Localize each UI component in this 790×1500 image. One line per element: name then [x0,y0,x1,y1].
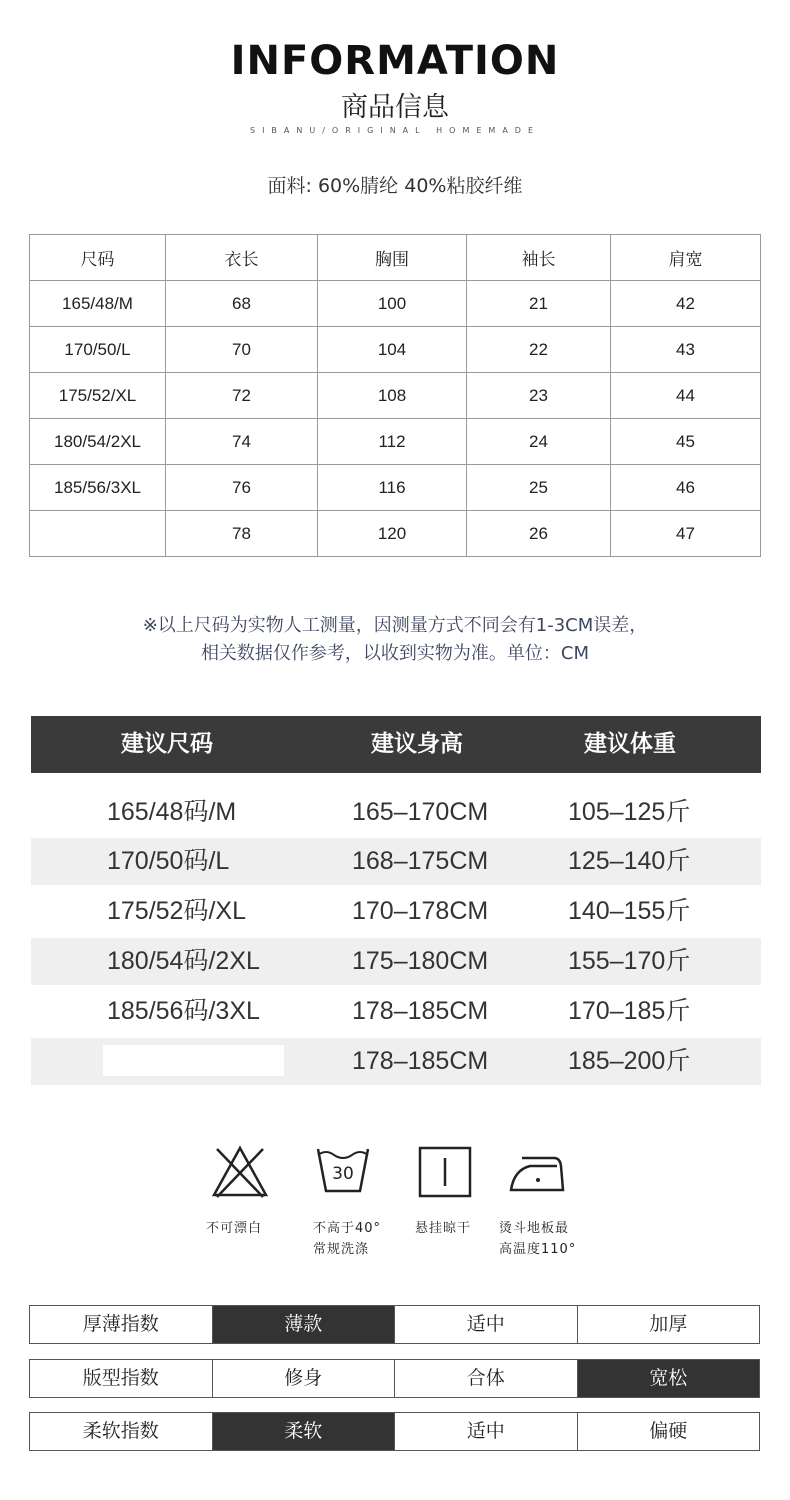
recommend-row [31,988,761,1035]
table-header-cell: 衣长 [166,235,318,281]
recommend-weight: 105–125斤 [568,798,691,826]
recommend-header-size: 建议尺码 [121,731,213,757]
recommend-height: 178–185CM [352,997,489,1025]
table-cell: 24 [467,419,611,465]
recommend-row [31,1038,761,1085]
thickness-index-row [29,1305,760,1344]
care-label-line: 不高于40° [313,1221,382,1236]
care-label-line: 常规洗涤 [313,1242,370,1257]
iron-low-icon [508,1150,566,1194]
table-row [30,281,761,327]
hang-dry-icon [418,1146,472,1198]
wash-temperature-label: 30 [332,1164,354,1184]
recommend-weight: 185–200斤 [568,1047,691,1075]
recommend-size: 165/48码/M [107,798,237,826]
recommend-row [31,888,761,935]
title-english: INFORMATION [230,38,560,84]
care-label-line: 高温度110° [499,1242,577,1257]
care-label [313,1218,381,1260]
size-table [29,234,761,557]
table-cell: 76 [166,465,318,511]
index-label: 厚薄指数 [82,1313,159,1335]
table-row [30,327,761,373]
fabric-composition: 面料: 60%腈纶 40%粘胶纤维 [267,175,523,197]
table-cell: 46 [611,465,761,511]
recommend-weight: 155–170斤 [568,947,691,975]
table-cell: 42 [611,281,761,327]
table-cell: 22 [467,327,611,373]
recommend-height: 165–170CM [352,798,489,826]
index-option: 柔软 [212,1413,395,1450]
table-row [30,419,761,465]
table-cell: 43 [611,327,761,373]
recommend-row [31,789,761,836]
table-cell: 175/52/XL [30,373,166,419]
table-cell: 68 [166,281,318,327]
index-option: 薄款 [212,1306,395,1343]
brand-subline: SIBANU/ORIGINAL HOMEMADE [249,126,541,135]
index-option: 偏硬 [577,1413,760,1450]
table-row [30,373,761,419]
table-header-cell: 胸围 [318,235,467,281]
index-option: 加厚 [577,1306,760,1343]
table-cell: 100 [318,281,467,327]
blank-size-box [103,1045,284,1076]
measurement-note-line1: ※以上尺码为实物人工测量，因测量方式不同会有1-3CM误差， [142,615,648,636]
care-label-line: 烫斗地板最 [499,1221,570,1236]
table-cell: 185/56/3XL [30,465,166,511]
no-bleach-icon [211,1145,269,1199]
table-cell: 108 [318,373,467,419]
table-cell: 21 [467,281,611,327]
recommend-height: 175–180CM [352,947,489,975]
table-cell: 180/54/2XL [30,419,166,465]
table-header-cell: 尺码 [30,235,166,281]
recommend-row [31,938,761,985]
table-cell: 47 [611,511,761,557]
recommend-height: 178–185CM [352,1047,489,1075]
recommend-size: 185/56码/3XL [107,997,260,1025]
table-cell: 44 [611,373,761,419]
table-cell: 23 [467,373,611,419]
care-label [415,1218,471,1239]
recommend-weight: 125–140斤 [568,847,691,875]
index-option: 适中 [394,1413,577,1450]
table-cell: 116 [318,465,467,511]
recommend-weight: 170–185斤 [568,997,691,1025]
index-option: 宽松 [577,1360,760,1397]
table-cell: 26 [467,511,611,557]
table-cell: 25 [467,465,611,511]
wash-30-icon [316,1145,370,1195]
table-cell: 70 [166,327,318,373]
index-option: 适中 [394,1306,577,1343]
table-cell: 74 [166,419,318,465]
table-cell: 165/48/M [30,281,166,327]
recommend-size: 175/52码/XL [107,897,246,925]
table-row [30,465,761,511]
softness-index-row [29,1412,760,1451]
care-label-line: 不可漂白 [206,1221,263,1236]
table-cell: 170/50/L [30,327,166,373]
table-cell: 104 [318,327,467,373]
table-cell: 72 [166,373,318,419]
recommend-height: 170–178CM [352,897,489,925]
recommend-header-height: 建议身高 [371,731,463,757]
table-header-cell: 袖长 [467,235,611,281]
table-cell: 45 [611,419,761,465]
table-header-row [30,235,761,281]
care-label [206,1218,262,1239]
recommend-size: 180/54码/2XL [107,947,260,975]
recommend-header [31,716,761,773]
index-label: 版型指数 [82,1367,159,1389]
table-header-cell: 肩宽 [611,235,761,281]
index-label: 柔软指数 [82,1420,159,1442]
title-chinese: 商品信息 [341,92,449,123]
care-label [499,1218,576,1260]
recommend-row [31,838,761,885]
recommend-weight: 140–155斤 [568,897,691,925]
recommend-header-weight: 建议体重 [584,731,676,757]
index-option: 合体 [394,1360,577,1397]
care-label-line: 悬挂晾干 [415,1221,472,1236]
recommend-size: 170/50码/L [107,847,230,875]
measurement-note-line2: 相关数据仅作参考，以收到实物为准。单位：CM [200,643,590,664]
index-option: 修身 [212,1360,395,1397]
table-cell [30,511,166,557]
table-row [30,511,761,557]
table-cell: 78 [166,511,318,557]
recommend-height: 168–175CM [352,847,489,875]
table-cell: 120 [318,511,467,557]
table-cell: 112 [318,419,467,465]
fit-index-row [29,1359,760,1398]
